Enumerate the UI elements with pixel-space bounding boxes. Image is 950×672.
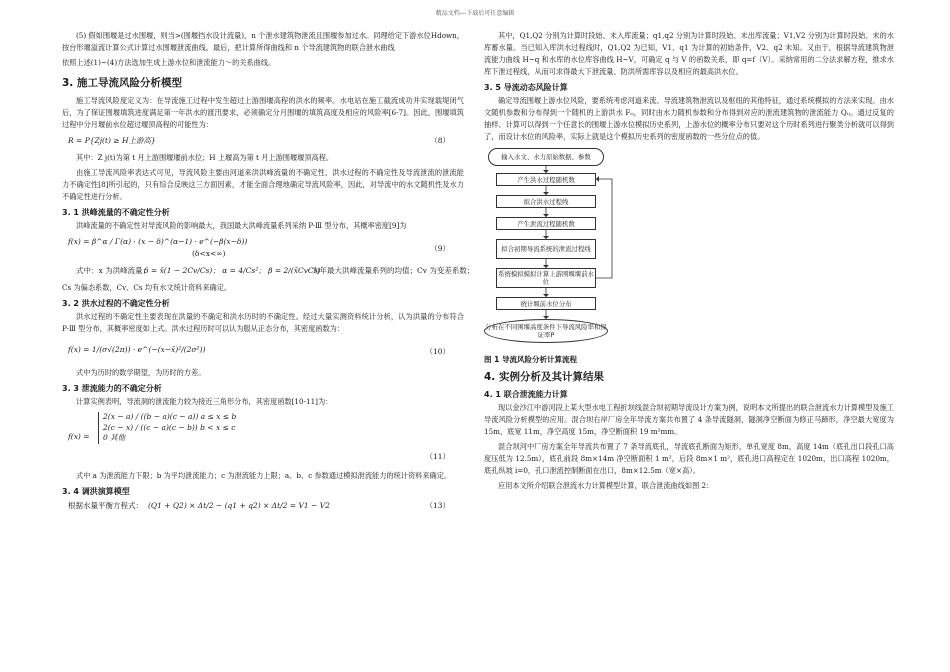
equation-11-row-3: 0 其他	[103, 433, 126, 442]
section-4-heading: 4. 实例分析及其计算结果	[484, 371, 604, 383]
flow-step-fit-flood: 拟合洪水过程线	[496, 195, 596, 208]
equation-10	[62, 338, 464, 364]
flow-step-discharge-random: 产生泄流过程随机数	[496, 217, 596, 230]
flow-step-statistics: 统计堰前水位分布	[496, 297, 596, 310]
paragraph-3-5-body: 确定导流围堰上游水位风险，要系统考虑河道来流、导流建筑物泄流以及枢纽的其他特征，通过系统模拟的方法来实现。由水文随机参数和分布得到一个随机的上游洪水 Fᵢⱼ，同时由水力随机参数和分布得到对应的泄流建筑物的泄流能力 Qᵢⱼ。通过反复的抽样、计算可以得到一个任意长的围堰上游水位模拟历史系列，上游水位的概率分布只要对这个历时系列进行聚类分析就可以得到了，而设计水位的风险率，实际上就是这个模拟历史系列的密度函数的一些分位点的值。	[484, 96, 894, 141]
flow-step-fit-discharge: 拟合初期导流系统的泄流过程线	[496, 239, 596, 259]
equation-10-number: （10）	[425, 347, 450, 356]
equation-11-brace	[98, 412, 236, 444]
equation-13-formula: (Q1 + Q2) × Δt/2 − (q1 + q2) × Δt/2 = V1 − V2	[148, 501, 330, 510]
equation-11-row-1: 2(x − a) / ((b − a)(c − a)) a ≤ x ≤ b	[103, 412, 237, 421]
equation-9-formula: f(x) = β^α / Γ(α) · (x − δ)^(α−1) · e^(−β(x−δ))	[68, 237, 248, 246]
flow-step-input: 输入水文、水力原始数据、参数	[488, 148, 604, 166]
paragraph-3-2-where: 式中为历时的数学期望，为历时的方差。	[76, 368, 206, 377]
paragraph-4-1-b: 混合坝河中厂房方案全年导流共布置了 7 条导流底孔，导流底孔断面为矩形，单孔宽度 8m，高度 14m（底孔出口段孔口高度压低为 12.5m），底孔前段 8m×14m 净空断面积 1 m²，后段 8m×1 m²，底孔进口高程定在 1020m，出口高程 1020m，底孔纵坡 i=0，孔口泄流控制断面在出口，8m×12.5m（宽×高）。	[484, 442, 894, 475]
paragraph-3-1: 施工导流风险度定义为：在导流施工过程中发生超过上游围堰高程的洪水的频率。水电站在施工截流成功并实现载堤闭气后，为了保证围堰填筑进度满足第一年洪水的渡汛要求，必须确定分月围堰的填筑高度及相应的风险率[6-7]。因此，围堰填筑过程中分月堰前水位超过堰顶高程的可能性为：	[62, 96, 464, 129]
equation-13	[62, 499, 464, 514]
paragraph-continued: 其中，Q1,Q2 分别为计算时段始、末入库流量；q1,q2 分别为计算时段始、末出库流量；V1,V2 分别为计算时段始、末的水库蓄水量。当已知入库洪水过程线时，Q1,Q2 为已知，V1、q1 为计算的初始条件，V2、q2 未知。又由于，根据导流建筑物泄流能力曲线 H~q 和水库的水位库容曲线 H~V，可确定 q 与 V 的函数关系，即 q=f（V）。采纳常用的二分法求解方程，推求水库下泄过程线，从而可求得最大下泄流量、防洪所需库容以及相应的最高洪水位。	[484, 31, 894, 76]
paragraph-intro-1: (5) 假如围堰是过水围堰，则当>(围堰挡水设计流量)，n 个泄水建筑物泄流且围堰参加过水。同理给定下游水位Hdown，按台形堰溢流计算公式计算过水围堰泄流曲线。最后，把计算所得曲线和 n 个导流建筑物的联合泄水曲线	[62, 31, 464, 52]
section-3-5-heading: 3. 5 导流动态风险计算	[484, 83, 568, 92]
flowchart	[484, 146, 894, 368]
left-column	[62, 30, 475, 517]
paragraph-3-1-body: 洪峰流量的不确定性对导流风险的影响最大，我国最大洪峰流量系列采纳 P-Ⅲ 型分布，其概率密度[9]为	[76, 221, 407, 230]
equation-11-row-2: 2(c − x) / ((c − a)(c − b)) b < x ≤ c	[103, 422, 236, 432]
flow-step-analysis: 分析在不同围堰高度条件下导流风险率和保证率P	[484, 319, 608, 343]
paragraph-3-3: 由施工导流风险率表达式可见，导流风险主要由河道来洪洪峰流量的不确定性、洪水过程的不确定性及导流泄流的泄流能力不确定性[8]所引起的，只有综合反映这三方面因素，才能全面合理地确定导流风险率，因此，对导流中的水文随机性及水力不确定性进行分析。	[62, 168, 464, 201]
equation-9b-where: 式中：x 为洪峰流量；	[76, 266, 151, 275]
section-3-3-heading: 3. 3 泄流能力的不确定分析	[62, 384, 162, 393]
section-3-4-heading: 3. 4 调洪演算模型	[62, 487, 130, 496]
equation-9b-formula: δ = x̄(1 − 2Cv/Cs)； α = 4/Cs²； β = 2/(x̄CvCs)	[144, 266, 321, 275]
section-3-2-heading: 3. 2 洪水过程的不确定性分析	[62, 299, 170, 308]
paragraph-3-3-body: 计算实例表明，导流洞的泄流能力较为接近三角形分布，其密度函数[10-11]为：	[76, 397, 333, 406]
right-column	[484, 30, 894, 495]
paragraph-3-2: 其中：Z j(t)为第 t 月上游围堰堰前水位；H 上堰高为第 t 月上游围堰堰顶高程。	[76, 153, 334, 162]
equation-8-formula: R = P{Zj(t) ≥ H上游高}	[68, 136, 156, 145]
page-header: 精品文档---下载后可任意编辑	[435, 10, 515, 17]
paragraph-4-1-a: 现以金沙江中游河段上某大型水电工程折坝线混合坝初期导流设计方案为例，说明本文所提出的联合泄流水力计算模型及施工导流风险分析模型的应用。混合坝右岸厂房全年导流方案共布置了 4 条导流隧洞，隧洞净空断面为修正马蹄形，净空最大宽度为 15m，底宽 11m，净空高度 15m，净空断面积 19 m²mm。	[484, 403, 894, 436]
equation-9b-desc: 为年最大洪峰流量系列的均值；Cv 为变差系数；	[312, 266, 475, 275]
equation-9b-row	[62, 264, 475, 279]
equation-9-number: （9）	[430, 244, 450, 253]
section-4-1-heading: 4. 1 联合泄流能力计算	[484, 390, 568, 399]
equation-13-lead: 根据水量平衡方程式：	[68, 501, 143, 510]
equation-8-number: （8）	[430, 136, 450, 145]
flow-step-simulation: 系统模拟模拟计算上游围堰堰前水位	[496, 268, 596, 288]
paragraph-3-2-body: 洪水过程的不确定性主要表现在洪量的不确定和洪水历时的不确定性。经过大量实测资料统计分析，认为洪量的分布符合 P-Ⅲ 型分布，其概率密度如上式。洪水过程历时可以认为服从正态分布，其密度函数为：	[62, 312, 464, 333]
equation-8	[62, 134, 464, 149]
paragraph-3-3-where: 式中 a 为泄流能力下限；b 为平均泄流能力；c 为泄流能力上限；a、b、c 参数通过模拟泄流能力的统计资料来确定。	[76, 471, 452, 480]
section-3-heading: 3. 施工导流风险分析模型	[62, 77, 182, 89]
equation-9	[62, 235, 464, 261]
paragraph-3-1-where: Cs 为偏态系数，Cv、Cs 均有水文统计资料来确定。	[62, 283, 232, 292]
equation-13-number: （13）	[425, 501, 450, 510]
paragraph-4-1-c: 应用本文所介绍联合泄流水力计算模型计算，联合泄流曲线如图 2：	[498, 481, 714, 490]
figure-1-caption: 图 1 导流风险分析计算流程	[484, 355, 577, 364]
flow-step-flood-random: 产生洪水过程随机数	[496, 173, 596, 186]
equation-9-condition: (δ<x<∞)	[192, 249, 226, 258]
paragraph-intro-2: 依照上述(1)~(4)方法选加生成上游水位和泄流能力～的关系曲线。	[62, 58, 276, 67]
equation-10-formula: f(x) = 1/(σ√(2π)) · e^(−(x−x̄)²/(2σ²))	[68, 345, 206, 354]
equation-11-number: （11）	[425, 452, 450, 461]
equation-11-lhs: f(x) =	[68, 432, 90, 441]
section-3-1-heading: 3. 1 洪峰流量的不确定性分析	[62, 208, 170, 217]
equation-11	[62, 411, 464, 467]
